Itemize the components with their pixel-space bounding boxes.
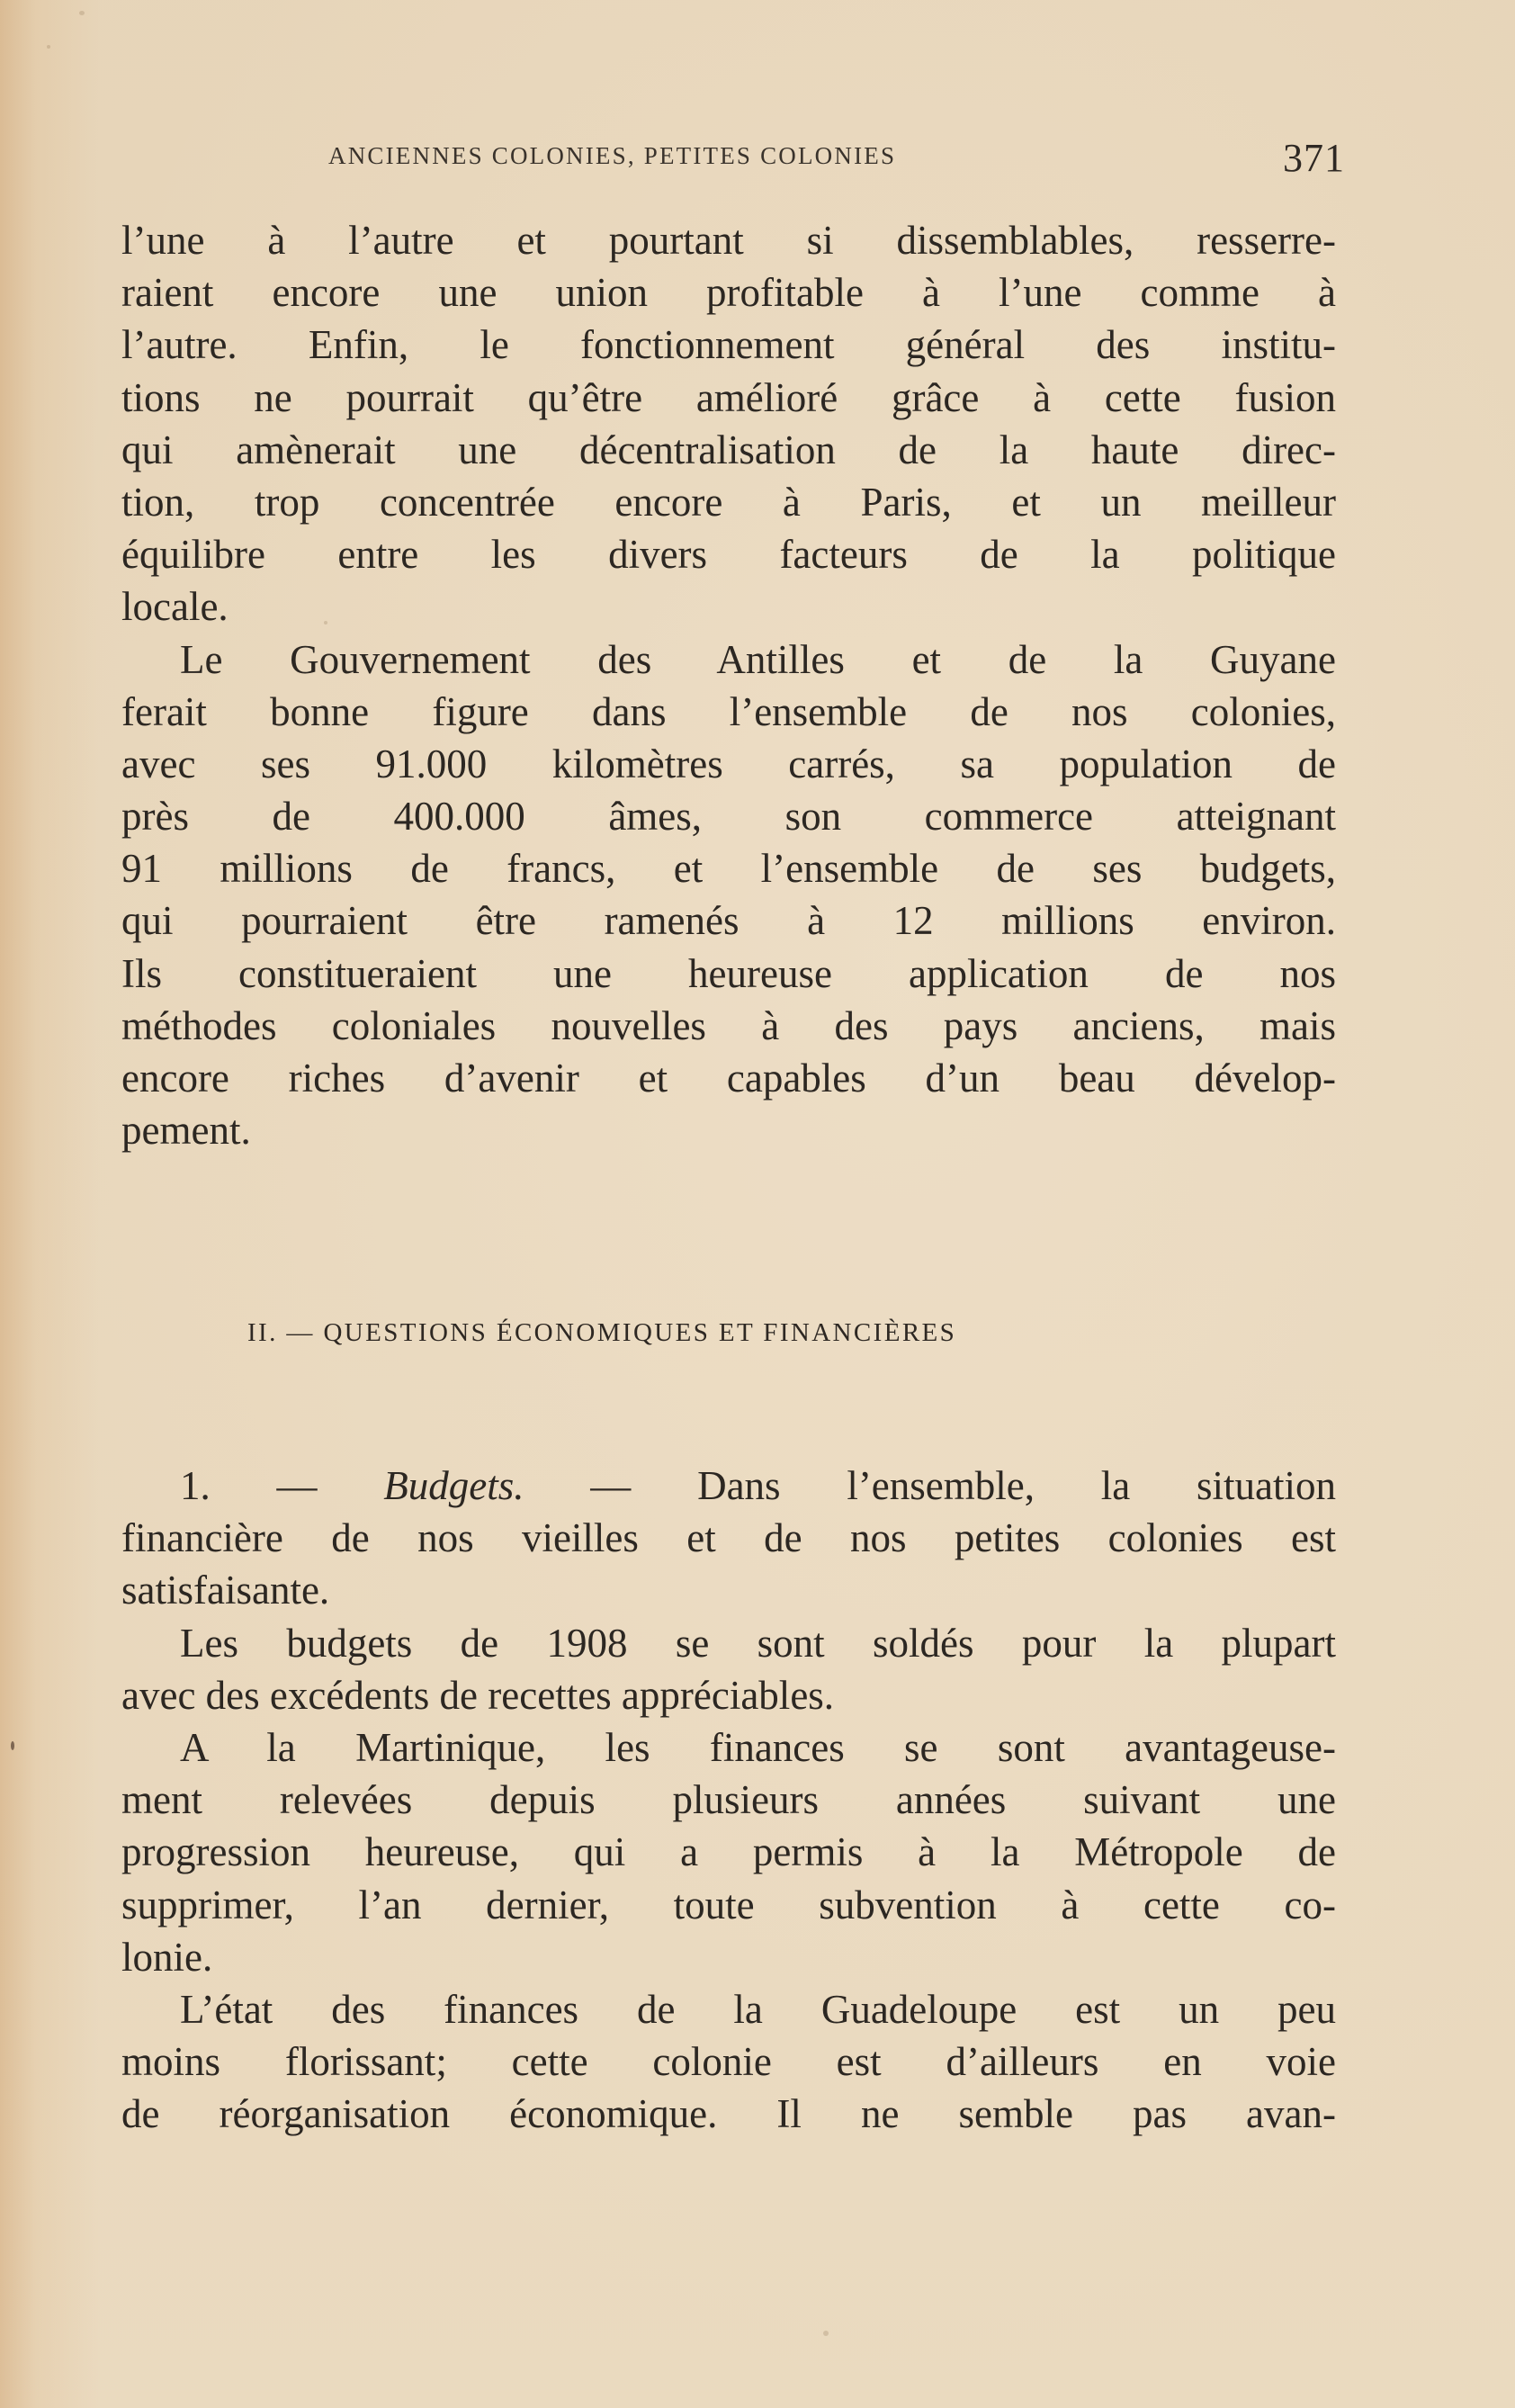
- paragraph-budgets-intro: [121, 1460, 1336, 1617]
- running-header: [328, 135, 1345, 180]
- text-line: qui pourraient être ramenés à 12 millions environ.: [121, 898, 1336, 944]
- text-block-top: [121, 214, 1336, 1156]
- paragraph-martinique: [121, 1721, 1336, 1983]
- text-line: près de 400.000 âmes, son commerce atteignant: [121, 794, 1336, 840]
- text-line: l’une à l’autre et pourtant si dissemblables, resserre-: [121, 218, 1336, 263]
- text-block-bottom: [121, 1460, 1336, 2140]
- text-line: progression heureuse, qui a permis à la Métropole de: [121, 1829, 1336, 1875]
- text-line: qui amènerait une décentralisation de la haute direc-: [121, 427, 1336, 472]
- paper-spot: [79, 11, 85, 15]
- text-line: Le Gouvernement des Antilles et de la Guyane: [180, 636, 1336, 682]
- section-heading: II. — QUESTIONS ÉCONOMIQUES ET FINANCIÈRES: [247, 1318, 957, 1347]
- text-line: avec des excédents de recettes appréciables.: [121, 1672, 835, 1718]
- text-line: ment relevées depuis plusieurs années suivant une: [121, 1777, 1336, 1823]
- running-title: ANCIENNES COLONIES, PETITES COLONIES: [328, 142, 897, 169]
- text-line: lonie.: [121, 1934, 213, 1980]
- subsection-number: 1. —: [180, 1463, 384, 1508]
- text-line: Les budgets de 1908 se sont soldés pour la plupart: [180, 1620, 1336, 1666]
- subsection-title: Budgets.: [383, 1463, 524, 1508]
- text-line: avec ses 91.000 kilomètres carrés, sa population de: [121, 741, 1336, 786]
- text-line: moins florissant; cette colonie est d’ailleurs en voie: [121, 2039, 1336, 2085]
- paragraph-guadeloupe: [121, 1983, 1336, 2141]
- text-line: l’autre. Enfin, le fonctionnement général des institu-: [121, 322, 1336, 368]
- text-line: ferait bonne figure dans l’ensemble de nos colonies,: [121, 688, 1336, 734]
- text-line: L’état des finances de la Guadeloupe est un peu: [180, 1986, 1336, 2032]
- subsection-lead: — Dans l’ensemble, la situation: [524, 1463, 1336, 1508]
- paper-spot: [823, 2331, 829, 2336]
- paragraph-gouvernement: [121, 633, 1336, 1157]
- text-line: tion, trop concentrée encore à Paris, et un meilleur: [121, 479, 1336, 525]
- page-number: 371: [1283, 136, 1345, 180]
- paragraph-continuation: [121, 214, 1336, 633]
- paper-spot: [47, 45, 50, 49]
- paragraph-budgets-1908: [121, 1617, 1336, 1721]
- text-line: locale.: [121, 584, 229, 630]
- text-line: de réorganisation économique. Il ne semble pas avan-: [121, 2091, 1336, 2137]
- text-line: 91 millions de francs, et l’ensemble de ses budgets,: [121, 846, 1336, 892]
- text-line: Ils constitueraient une heureuse application de nos: [121, 950, 1336, 996]
- text-line: méthodes coloniales nouvelles à des pays anciens, mais: [121, 1002, 1336, 1048]
- text-line: tions ne pourrait qu’être amélioré grâce à cette fusion: [121, 374, 1336, 420]
- text-line: raient encore une union profitable à l’une comme à: [121, 270, 1336, 316]
- text-line: pement.: [121, 1108, 251, 1154]
- text-line: financière de nos vieilles et de nos petites colonies est: [121, 1515, 1336, 1561]
- text-line: équilibre entre les divers facteurs de la politique: [121, 532, 1336, 578]
- text-line: supprimer, l’an dernier, toute subvention à cette co-: [121, 1882, 1336, 1927]
- text-line: encore riches d’avenir et capables d’un beau dévelop-: [121, 1056, 1336, 1101]
- text-line: A la Martinique, les finances se sont avantageuse-: [180, 1724, 1336, 1770]
- text-line: [121, 1460, 1336, 1512]
- text-line: satisfaisante.: [121, 1568, 330, 1613]
- paper-spot: [11, 1741, 14, 1750]
